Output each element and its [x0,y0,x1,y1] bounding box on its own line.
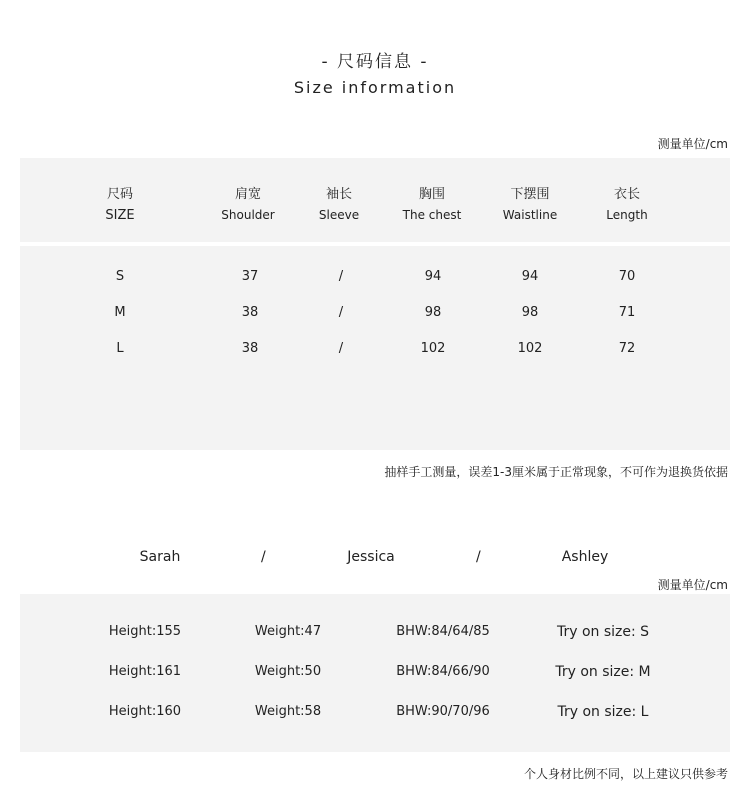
header-shoulder: 肩宽 Shoulder [221,187,275,222]
table-cell: 94 [521,269,539,284]
header-chest: 胸围 The chest [402,187,462,222]
table-cell: 98 [521,305,539,320]
model-height: Height:155 [108,624,182,639]
size-table-header [20,158,730,242]
size-table-body [20,246,730,450]
model-height: Height:160 [108,704,182,719]
header-size: 尺码 SIZE [105,187,135,223]
header-length: 衣长 Length [606,187,648,222]
model-name-sarah: Sarah [139,549,181,565]
model-weight: Weight:50 [254,664,322,679]
table-cell: / [338,341,344,356]
table-cell: L [116,341,124,356]
name-separator: / [261,549,266,565]
table-cell: 94 [424,269,442,284]
model-try-size: Try on size: L [557,704,649,720]
table-cell: 38 [241,305,259,320]
model-bhw: BHW:84/64/85 [396,624,490,639]
page-title: - 尺码信息 - [321,52,429,72]
table-cell: / [338,269,344,284]
model-bhw: BHW:90/70/96 [396,704,490,719]
page-subtitle: Size information [293,78,457,97]
model-bhw: BHW:84/66/90 [396,664,490,679]
table-cell: / [338,305,344,320]
size-unit-label: 测量单位/cm [657,137,728,151]
table-cell: 102 [517,341,543,356]
model-weight: Weight:58 [254,704,322,719]
table-cell: 102 [420,341,446,356]
table-cell: 70 [618,269,636,284]
model-weight: Weight:47 [254,624,322,639]
model-try-size: Try on size: M [555,664,651,680]
table-cell: 37 [241,269,259,284]
model-height: Height:161 [108,664,182,679]
table-cell: 38 [241,341,259,356]
size-measure-note: 抽样手工测量，误差1-3厘米属于正常现象，不可作为退换货依据 [384,465,728,479]
table-cell: S [115,269,125,284]
model-name-jessica: Jessica [347,549,395,565]
model-unit-label: 测量单位/cm [657,578,728,592]
header-waistline: 下摆围 Waistline [502,187,558,222]
table-cell: 72 [618,341,636,356]
model-table [20,594,730,752]
model-name-ashley: Ashley [561,549,609,565]
model-try-size: Try on size: S [556,624,650,640]
table-cell: 98 [424,305,442,320]
table-cell: M [114,305,126,320]
header-sleeve: 袖长 Sleeve [318,187,360,222]
name-separator: / [476,549,481,565]
model-reference-note: 个人身材比例不同，以上建议只供参考 [523,767,728,781]
table-cell: 71 [618,305,636,320]
